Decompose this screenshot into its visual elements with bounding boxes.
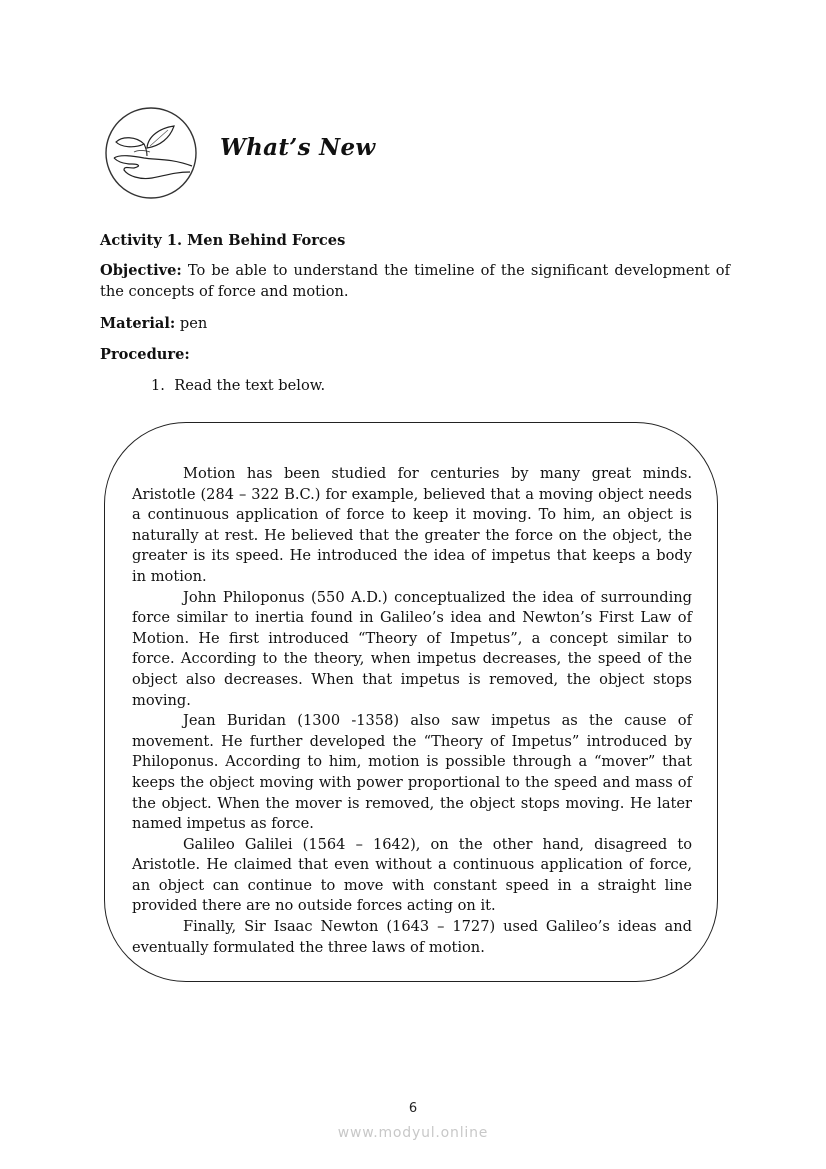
hand-holding-plant-icon	[104, 106, 198, 200]
reading-paragraph: Jean Buridan (1300 -1358) also saw impetus as the cause of movement. He further developed the “Theory of Impetus” introduced by Philoponus. According to him, motion is possible through a “mover” that keeps the object moving with power proportional to the speed and mass of the object. When the mover is removed, the object stops moving. He later named impetus as force.	[132, 712, 692, 833]
reading-paragraph: Finally, Sir Isaac Newton (1643 – 1727) used Galileo’s ideas and eventually formulated the three laws of motion.	[132, 918, 692, 956]
material-text: pen	[175, 315, 208, 332]
reading-paragraph: Galileo Galilei (1564 – 1642), on the other hand, disagreed to Aristotle. He claimed that even without a continuous application of force, an object can continue to move with constant speed in a straight line provided there are no outside forces acting on it.	[132, 835, 692, 915]
activity-title: Activity 1. Men Behind Forces	[100, 232, 346, 249]
procedure-label: Procedure:	[100, 346, 190, 363]
reading-paragraph: John Philoponus (550 A.D.) conceptualized the idea of surrounding force similar to inertia found in Galileo’s idea and Newton’s First Law of Motion. He first introduced “Theory of Impetus”, a concept similar to force. According to the theory, when impetus decreases, the speed of the object also decreases. When that impetus is removed, the object stops moving.	[132, 588, 692, 709]
objective	[100, 261, 730, 302]
reading-text	[132, 464, 692, 958]
procedure-step	[151, 377, 325, 394]
page-number: 6	[408, 1101, 418, 1116]
step-number: 1.	[151, 377, 165, 394]
reading-paragraph: Motion has been studied for centuries by many great minds. Aristotle (284 – 322 B.C.) for example, believed that a moving object needs a continuous application of force to keep it moving. To him, an object is naturally at rest. He believed that the greater the force on the object, the greater is its speed. He introduced the idea of impetus that keeps a body in motion.	[132, 465, 692, 585]
material	[100, 314, 730, 335]
section-title: What’s New	[220, 134, 376, 161]
objective-text: To be able to understand the timeline of the significant development of the concepts of force and motion.	[100, 262, 730, 300]
watermark: www.modyul.online	[337, 1125, 489, 1141]
objective-label: Objective:	[100, 262, 182, 279]
step-text: Read the text below.	[174, 377, 326, 394]
material-label: Material:	[100, 315, 176, 332]
